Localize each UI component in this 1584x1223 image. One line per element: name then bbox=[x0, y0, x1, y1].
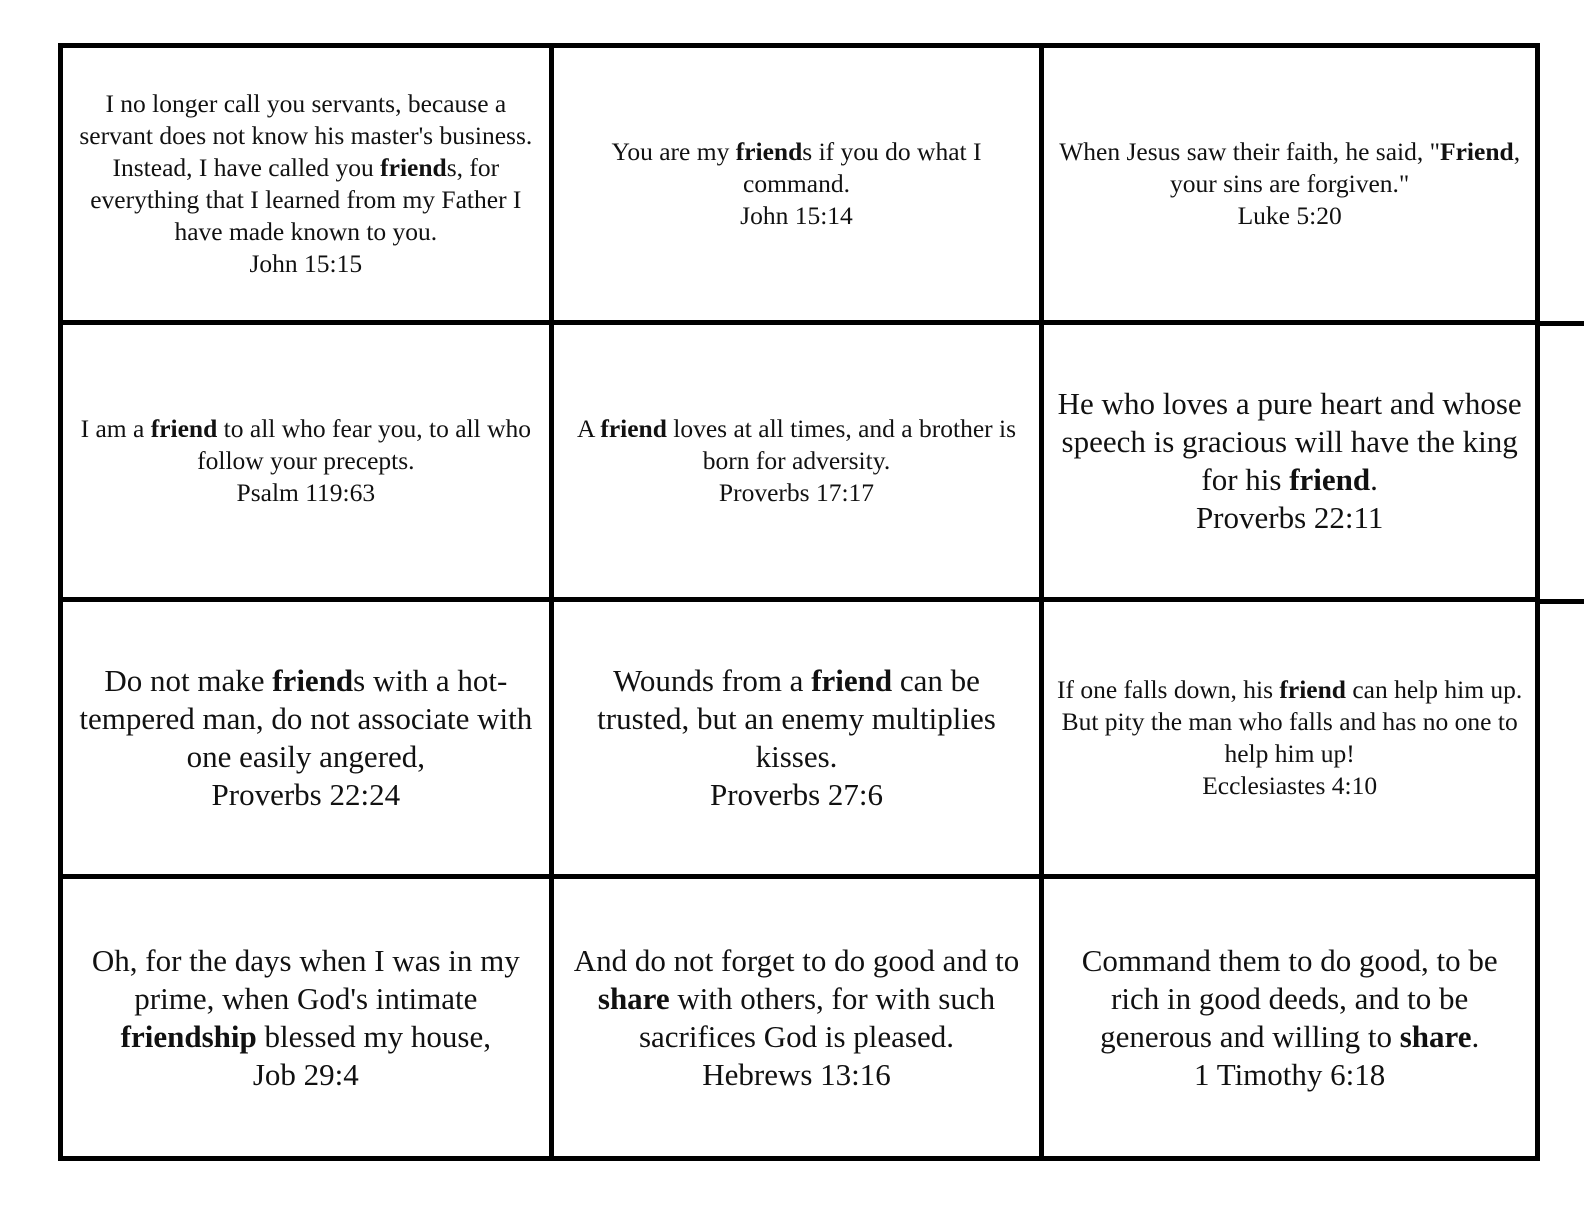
verse-reference: Proverbs 27:6 bbox=[709, 777, 884, 812]
verse-reference: Job 29:4 bbox=[252, 1056, 359, 1092]
verse-reference: 1 Timothy 6:18 bbox=[1194, 1056, 1386, 1092]
verse-fragment: A bbox=[576, 414, 601, 443]
verse-text bbox=[73, 942, 539, 1056]
verse-card bbox=[554, 602, 1045, 879]
verse-card bbox=[1044, 48, 1535, 325]
verse-card bbox=[554, 48, 1045, 325]
verse-text bbox=[564, 136, 1030, 200]
verse-card bbox=[1044, 602, 1535, 879]
verse-fragment: Oh, for the days when I was in my prime, when God's intimate bbox=[91, 942, 520, 1016]
verse-reference: Ecclesiastes 4:10 bbox=[1202, 771, 1378, 800]
verse-fragment: can be trusted, but an enemy multiplies kisses. bbox=[597, 663, 996, 774]
verse-reference: Proverbs 22:11 bbox=[1195, 500, 1384, 535]
verse-reference: Hebrews 13:16 bbox=[702, 1056, 891, 1092]
verse-fragment: s, for everything that I learned from my Father I have made known to you. bbox=[90, 153, 522, 246]
verse-fragment: He who loves a pure heart and whose speech is gracious will have the king for his bbox=[1057, 386, 1522, 497]
verse-text bbox=[1054, 136, 1525, 200]
emphasized-keyword: Friend bbox=[1440, 137, 1514, 166]
verse-fragment: You are my bbox=[611, 137, 736, 166]
emphasized-keyword: friend bbox=[735, 137, 803, 166]
verse-fragment: Command them to do good, to be rich in good deeds, and to be generous and willing to bbox=[1081, 942, 1498, 1054]
verse-fragment: Wounds from a bbox=[613, 663, 812, 698]
verse-text bbox=[1054, 385, 1525, 499]
verse-card-grid bbox=[58, 43, 1540, 1161]
emphasized-keyword: friend bbox=[150, 414, 218, 443]
verse-fragment: loves at all times, and a brother is born for adversity. bbox=[666, 414, 1017, 475]
verse-fragment: blessed my house, bbox=[256, 1018, 491, 1054]
verse-text bbox=[1054, 942, 1525, 1056]
verse-fragment: to all who fear you, to all who follow your precepts. bbox=[197, 414, 532, 475]
verse-reference: Psalm 119:63 bbox=[236, 478, 376, 507]
verse-reference: John 15:15 bbox=[249, 249, 363, 278]
verse-card bbox=[1044, 879, 1535, 1156]
verse-fragment: Do not make bbox=[104, 663, 273, 698]
verse-fragment: . bbox=[1471, 1018, 1480, 1054]
verse-text bbox=[73, 413, 539, 477]
verse-fragment: And do not forget to do good and to bbox=[573, 942, 1020, 978]
verse-text bbox=[73, 88, 539, 248]
verse-card bbox=[1044, 325, 1535, 602]
emphasized-keyword: share bbox=[1399, 1018, 1472, 1054]
verse-card bbox=[63, 602, 554, 879]
verse-reference: Luke 5:20 bbox=[1237, 201, 1342, 230]
verse-fragment: When Jesus saw their faith, he said, " bbox=[1059, 137, 1441, 166]
verse-text bbox=[1054, 674, 1525, 770]
verse-text bbox=[564, 942, 1030, 1056]
verse-reference: John 15:14 bbox=[740, 201, 853, 230]
verse-reference: Proverbs 22:24 bbox=[211, 777, 401, 812]
emphasized-keyword: friend bbox=[1279, 675, 1346, 704]
verse-text bbox=[564, 662, 1030, 776]
verse-text bbox=[73, 662, 539, 776]
verse-card bbox=[63, 325, 554, 602]
emphasized-keyword: friend bbox=[600, 414, 667, 443]
emphasized-keyword: friend bbox=[811, 663, 893, 698]
verse-fragment: I am a bbox=[80, 414, 151, 443]
emphasized-keyword: share bbox=[597, 980, 670, 1016]
verse-fragment: can help him up. But pity the man who falls and has no one to help him up! bbox=[1061, 675, 1523, 768]
verse-text bbox=[564, 413, 1030, 477]
verse-card bbox=[63, 879, 554, 1156]
verse-fragment: with others, for with such sacrifices God is pleased. bbox=[638, 980, 996, 1054]
emphasized-keyword: friendship bbox=[120, 1018, 257, 1054]
verse-reference: Proverbs 17:17 bbox=[718, 478, 875, 507]
adjacent-sheet-edge bbox=[1536, 599, 1584, 604]
verse-fragment: . bbox=[1370, 462, 1378, 497]
verse-card bbox=[554, 325, 1045, 602]
verse-card bbox=[63, 48, 554, 325]
emphasized-keyword: friend bbox=[380, 153, 447, 182]
verse-fragment: I no longer call you servants, because a servant does not know his master's business. Instead, I have called you bbox=[79, 89, 533, 182]
verse-fragment: s if you do what I command. bbox=[743, 137, 982, 198]
emphasized-keyword: friend bbox=[1289, 462, 1371, 497]
emphasized-keyword: friend bbox=[272, 663, 354, 698]
verse-card bbox=[554, 879, 1045, 1156]
adjacent-sheet-edge bbox=[1536, 321, 1584, 326]
verse-fragment: , your sins are forgiven." bbox=[1169, 137, 1521, 198]
verse-fragment: If one falls down, his bbox=[1057, 675, 1280, 704]
verse-fragment: s with a hot-tempered man, do not associate with one easily angered, bbox=[79, 663, 533, 774]
